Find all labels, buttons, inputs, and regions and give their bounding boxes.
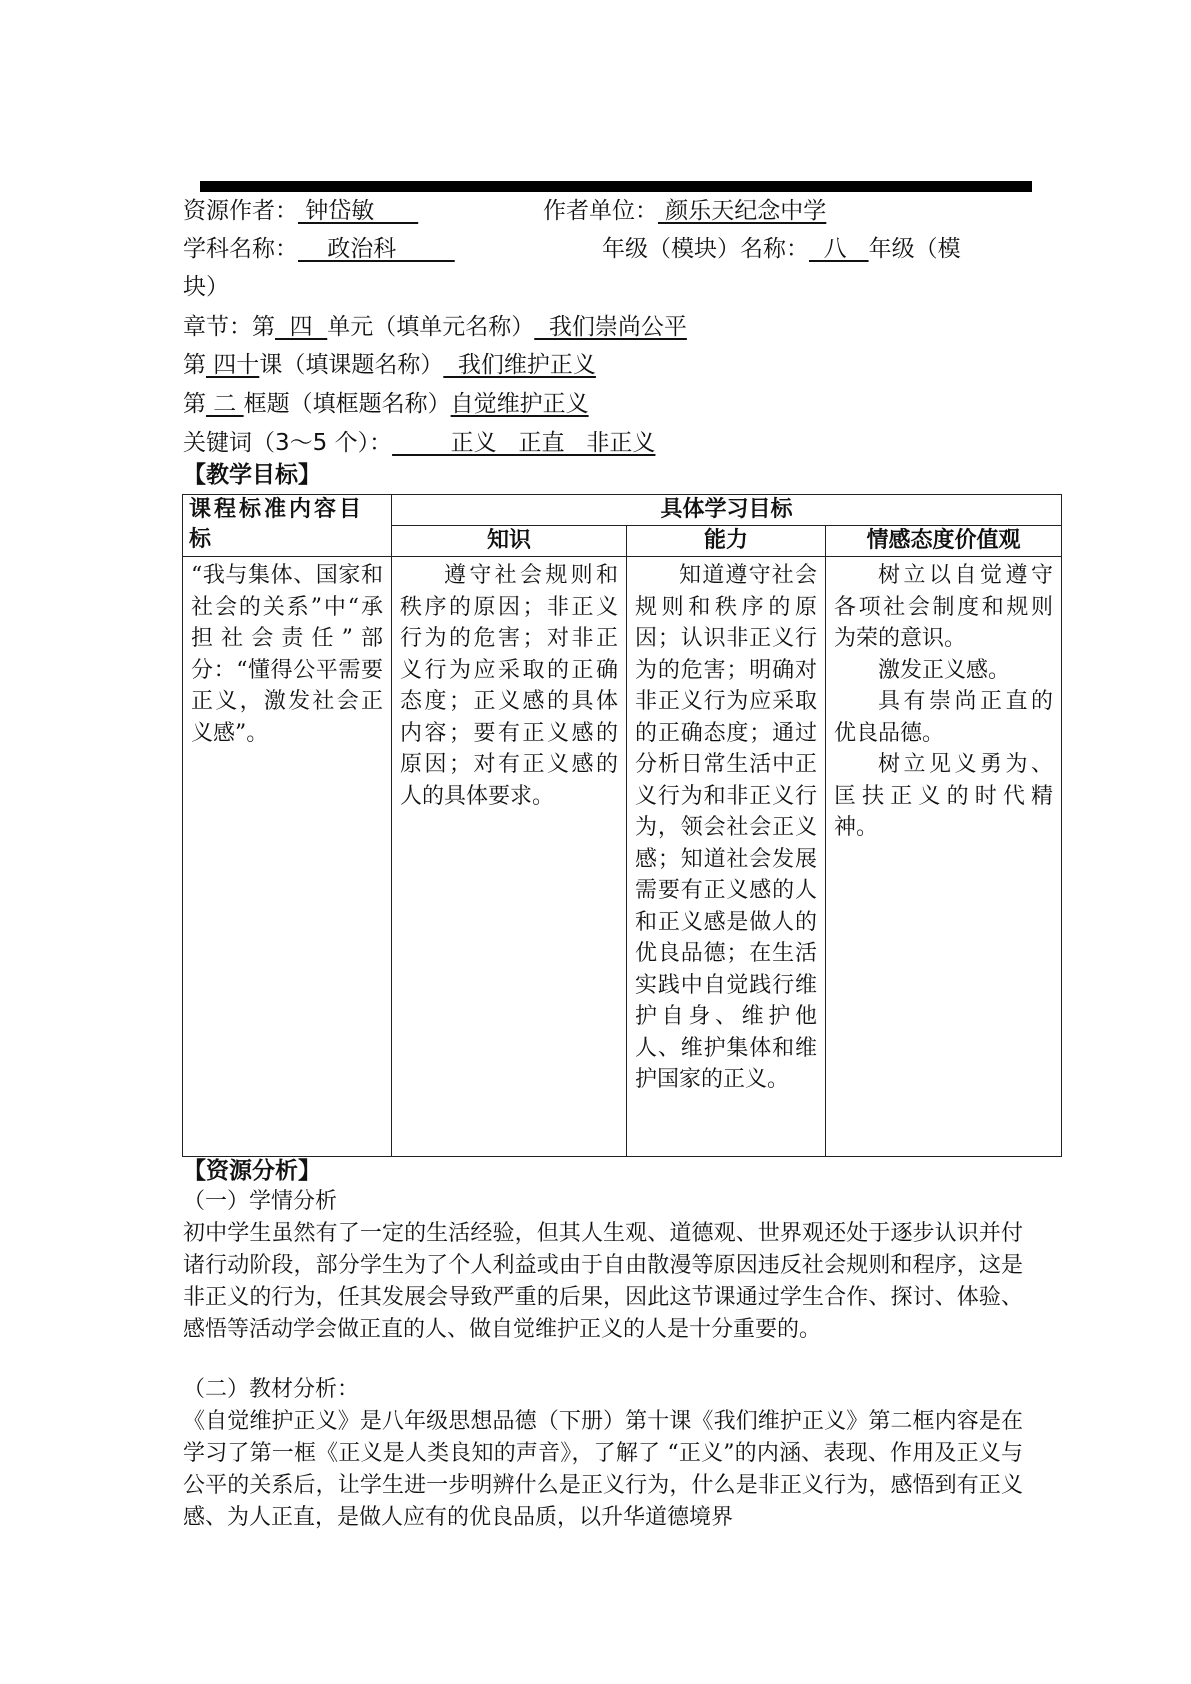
grade-wrap-line (183, 272, 229, 302)
chapter-value: 四 (275, 314, 328, 340)
header-standard: 课程标准内容目标 (183, 495, 392, 557)
frame-value: 二 (206, 391, 244, 417)
cell-knowledge (392, 557, 627, 1157)
grade-label: 年级（模块）名称： (602, 236, 809, 262)
frame-prefix: 第 (183, 391, 206, 417)
analysis-para1: 初中学生虽然有了一定的生活经验，但其人生观、道德观、世界观还处于逐步认识并付诸行动阶段，部分学生为了个人利益或由于自由散漫等原因违反社会规则和程序，这是非正义的行为，任其发展会导致严重的后果，因此这节课通过学生合作、探讨、体验、感悟等活动学会做正直的人、做自觉维护正义的人是十分重要的。 (183, 1221, 1023, 1342)
lesson-mid: 课（填课题名称） (259, 352, 444, 378)
analysis-section-title: 【资源分析】 (183, 1158, 321, 1184)
chapter-mid: 单元（填单元名称） (327, 314, 535, 340)
header-specific-goals: 具体学习目标 (392, 495, 1062, 526)
chapter-line (183, 312, 687, 342)
author-value: 钟岱敏 (298, 198, 419, 224)
author-line (183, 196, 418, 226)
cell-emotion (826, 557, 1062, 1157)
teaching-goals-table (182, 494, 1062, 1157)
analysis-sub1: （一）学情分析 (183, 1189, 338, 1214)
header-ability: 能力 (627, 526, 826, 557)
analysis-sub2: （二）教材分析： (183, 1377, 360, 1402)
frame-name: 自觉维护正义 (450, 391, 589, 417)
header-emotion: 情感态度价值观 (826, 526, 1062, 557)
grade-suffix: 年级（模 (868, 236, 961, 262)
header-rule (200, 181, 1032, 192)
analysis-para2: 《自觉维护正义》是八年级思想品德（下册）第十课《我们维护正义》第二框内容是在学习了第一框《正义是人类良知的声音》，了解了 “正义”的内涵、表现、作用及正义与公平的关系后，让学生进一步明辨什么是正义行为，什么是非正义行为，感悟到有正义感、为人正直，是做人应有的优良品质，以升华道德境界 (183, 1409, 1023, 1530)
subject-label: 学科名称： (183, 236, 298, 262)
grade-wrap: 块） (183, 274, 229, 300)
subject-line (183, 234, 455, 264)
unit-line (543, 196, 826, 226)
cell-ability (627, 557, 826, 1157)
unit-label: 作者单位： (543, 198, 658, 224)
lesson-name: 我们维护正义 (443, 352, 596, 378)
lesson-line (183, 350, 596, 380)
goals-section-title: 【教学目标】 (183, 462, 321, 488)
frame-line (183, 389, 589, 419)
grade-line (602, 234, 961, 264)
subject-value: 政治科 (298, 236, 455, 262)
emotion-item: 树立见义勇为、匡扶正义的时代精神。 (834, 752, 1054, 840)
ability-text: 知道遵守社会规则和秩序的原因；认识非正义行为的危害；明确对非正义行为应采取的正确态度；通过分析日常生活中正义行为和非正义行为，领会社会正义感；知道社会发展需要有正义感的人和正义感是做人的优良品德；在生活实践中自觉践行维护自身、维护他人、维护集体和维护国家的正义。 (635, 563, 817, 1092)
unit-value: 颜乐天纪念中学 (658, 198, 827, 224)
keywords-label: 关键词（3～5 个）： (183, 430, 393, 456)
grade-value: 八 (809, 236, 869, 262)
author-label: 资源作者： (183, 198, 298, 224)
emotion-item: 激发正义感。 (878, 657, 1011, 683)
standard-text: “我与集体、国家和社会的关系”中“承担社会责任”部分：“懂得公平需要正义，激发社会正义感”。 (191, 563, 383, 746)
knowledge-text: 遵守社会规则和秩序的原因；非正义行为的危害；对非正义行为应采取的正确态度；正义感的具体内容；要有正义感的原因；对有正义感的人的具体要求。 (400, 563, 618, 809)
lesson-value: 四十 (206, 352, 260, 378)
lesson-prefix: 第 (183, 352, 206, 378)
emotion-item: 具有崇尚正直的优良品德。 (834, 689, 1054, 746)
cell-standard (183, 557, 392, 1157)
emotion-item: 树立以自觉遵守各项社会制度和规则为荣的意识。 (834, 563, 1054, 651)
chapter-prefix: 章节：第 (183, 314, 275, 340)
keywords-value: 正义 正直 非正义 (392, 430, 656, 456)
frame-mid: 框题（填框题名称） (243, 391, 451, 417)
header-knowledge: 知识 (392, 526, 627, 557)
keywords-line (183, 428, 655, 458)
chapter-name: 我们崇尚公平 (534, 314, 687, 340)
